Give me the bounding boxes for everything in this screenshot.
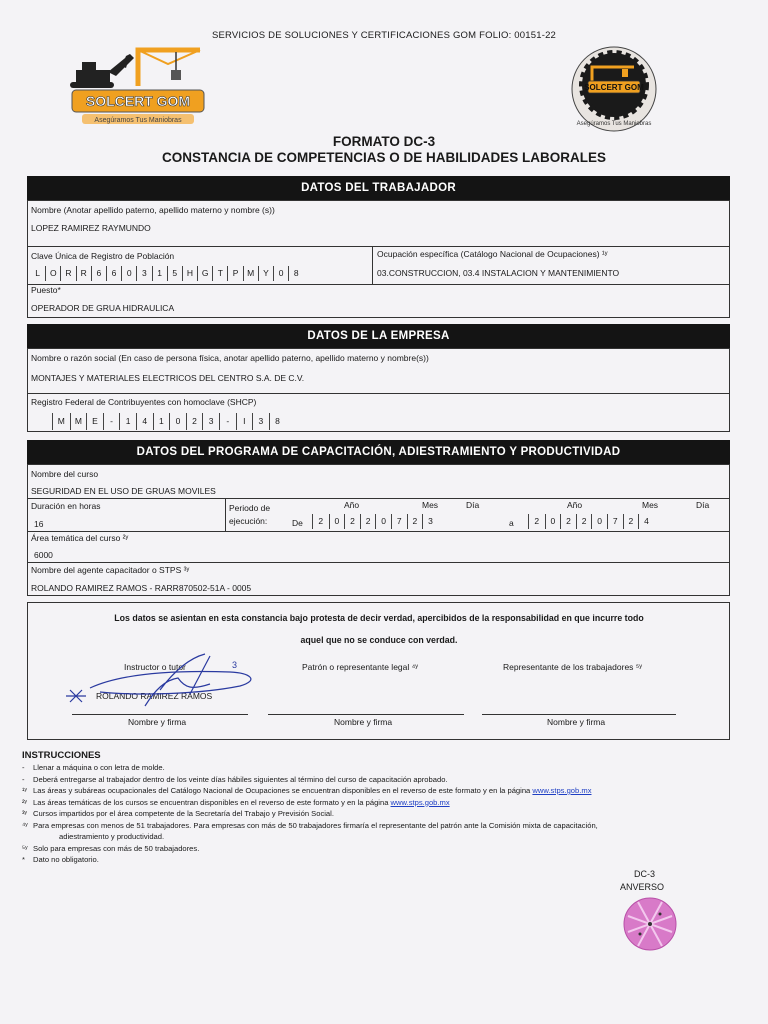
rfc-cell: I — [236, 413, 253, 430]
legal-statement-line1: Los datos se asientan en esta constancia bajo protesta de decir verdad, apercibidos de la responsabilidad en que incurre todo — [114, 613, 644, 623]
employer-label: Patrón o representante legal ⁴ʸ — [302, 662, 419, 672]
end-day-label: Día — [696, 500, 710, 510]
to-label: a — [509, 518, 514, 528]
curp-cell: 6 — [91, 266, 106, 281]
instruction-text: Llenar a máquina o con letra de molde. — [33, 763, 165, 772]
instruction-text: Para empresas con menos de 51 trabajadores. Para empresas con más de 50 trabajadores firmaría el representante del patrón ante la Comisión mixta de capacitación, — [33, 820, 598, 830]
rfc-cell: M — [70, 413, 87, 430]
position-label: Puesto* — [31, 285, 61, 295]
end-date-cell: 2 — [534, 516, 540, 526]
end-date-cell: 0 — [545, 514, 561, 529]
instruction-text: Cursos impartidos por el área competente de la Secretaría del Trabajo y Previsión Social. — [33, 809, 334, 818]
end-year-label: Año — [567, 500, 583, 510]
curp-cell: O — [45, 266, 60, 281]
start-date-cell: 0 — [329, 514, 345, 529]
form-side: ANVERSO — [620, 882, 665, 892]
curp-cell: 8 — [288, 266, 303, 281]
curp-cell: 6 — [106, 266, 121, 281]
occupation-value[interactable]: 03.CONSTRUCCION, 03.4 INSTALACION Y MANTENIMIENTO — [377, 268, 620, 278]
worker-name-value[interactable]: LOPEZ RAMIREZ RAYMUNDO — [31, 223, 151, 233]
instruction-text: Solo para empresas con más de 50 trabajadores. — [33, 843, 200, 853]
workers-rep-label: Representante de los trabajadores ⁵ʸ — [503, 662, 643, 672]
curp-cell: R — [76, 266, 91, 281]
rfc-cell: 1 — [153, 413, 170, 430]
folio-header: SERVICIOS DE SOLUCIONES Y CERTIFICACIONES GOM FOLIO: 00151-22 — [211, 30, 557, 41]
curp-cell: R — [60, 266, 75, 281]
curp-cell: 0 — [121, 266, 136, 281]
form-title: CONSTANCIA DE COMPETENCIAS O DE HABILIDADES LABORALES — [161, 150, 607, 165]
end-date-cell: 2 — [576, 514, 592, 529]
instructor-name: ROLANDO RAMIREZ RAMOS — [96, 691, 213, 701]
worker-section — [27, 200, 730, 318]
instruction-item — [22, 832, 164, 841]
legal-statement-line2: aquel que no se conduce con verdad. — [300, 635, 458, 645]
from-label: De — [292, 518, 303, 528]
curp-cell: 0 — [273, 266, 288, 281]
start-date-cell: 2 — [360, 514, 376, 529]
curp-cell: 5 — [167, 266, 182, 281]
period-label-1: Periodo de — [229, 503, 271, 513]
start-date-cell: 0 — [375, 514, 391, 529]
instruction-mark: ³ʸ — [22, 809, 27, 818]
start-day-label: Día — [466, 500, 480, 510]
instruction-item — [22, 809, 334, 818]
excavator-icon — [70, 54, 134, 88]
instruction-text: Deberá entregarse al trabajador dentro de los veinte días hábiles siguientes al término del curso de capacitación aprobado. — [33, 774, 448, 784]
curp-cell: H — [182, 266, 197, 281]
curp-cell: Y — [258, 266, 273, 281]
solcert-seal — [570, 45, 658, 133]
program-section — [27, 464, 730, 596]
period-label-2: ejecución: — [229, 516, 268, 526]
start-date-cells[interactable] — [312, 514, 438, 529]
workers-rep-sign-caption: Nombre y firma — [547, 717, 606, 727]
curp-cell: 1 — [152, 266, 167, 281]
rfc-cell: E — [86, 413, 103, 430]
rfc-cell: 4 — [136, 413, 153, 430]
instructor-signature — [60, 650, 270, 720]
rfc-cell: 0 — [169, 413, 186, 430]
instruction-item — [22, 844, 199, 853]
rfc-label: Registro Federal de Contribuyentes con homoclave (SHCP) — [31, 397, 257, 407]
end-date-cells[interactable] — [528, 514, 654, 529]
instruction-mark: - — [22, 763, 25, 772]
rfc-cell: 1 — [119, 413, 136, 430]
rfc-cell: 2 — [186, 413, 203, 430]
start-month-label: Mes — [422, 500, 439, 510]
end-date-cell: 4 — [638, 514, 654, 529]
curp-cell: T — [212, 266, 227, 281]
stps-link[interactable]: www.stps.gob.mx — [532, 786, 592, 795]
start-date-cell: 2 — [318, 516, 324, 526]
instruction-item — [22, 855, 99, 864]
curp-cell: P — [227, 266, 242, 281]
start-year-label: Año — [344, 500, 360, 510]
company-section — [27, 348, 730, 432]
rfc-cell: - — [103, 413, 120, 430]
seal-text: SOLCERT GOM — [584, 83, 644, 92]
instruction-text: adiestramiento y productividad. — [59, 832, 165, 841]
end-date-cell: 7 — [607, 514, 623, 529]
hours-value[interactable]: 16 — [34, 519, 44, 529]
start-date-cell: 3 — [422, 514, 438, 529]
rfc-cell: M — [57, 416, 65, 426]
stps-link[interactable]: www.stps.gob.mx — [390, 797, 450, 807]
instruction-text: Dato no obligatorio. — [33, 855, 99, 864]
instruction-mark: - — [22, 774, 25, 784]
occupation-label: Ocupación específica (Catálogo Nacional de Ocupaciones) ¹ʸ — [377, 249, 608, 259]
instructions-title: INSTRUCCIONES — [22, 750, 101, 761]
curp-label: Clave Única de Registro de Población — [31, 251, 175, 261]
form-code: DC-3 — [634, 869, 656, 879]
end-date-cell: 2 — [560, 514, 576, 529]
instruction-text: Las áreas temáticas de los cursos se encuentran disponibles en el reverso de este formato y en la página — [33, 797, 391, 807]
instruction-mark: * — [22, 855, 25, 864]
employer-sign-caption: Nombre y firma — [334, 717, 393, 727]
instruction-item — [22, 798, 450, 807]
agent-label: Nombre del agente capacitador o STPS ³ʸ — [31, 565, 190, 575]
instruction-mark: ⁴ʸ — [22, 820, 28, 830]
company-name-label: Nombre o razón social (En caso de persona física, anotar apellido paterno, apellido materno y nombre(s)) — [31, 353, 429, 363]
start-date-cell: 7 — [391, 514, 407, 529]
instruction-item — [22, 763, 165, 772]
curp-cell: G — [197, 266, 212, 281]
start-date-cell: 2 — [407, 514, 423, 529]
crane-icon — [138, 50, 200, 86]
worker-name-label: Nombre (Anotar apellido paterno, apellido materno y nombre (s)) — [31, 205, 275, 215]
instructor-label: Instructor o tutor — [124, 662, 186, 672]
worker-section-header: DATOS DEL TRABAJADOR — [27, 176, 730, 200]
instruction-item — [22, 786, 592, 795]
rfc-cells[interactable] — [52, 413, 285, 430]
company-section-header: DATOS DE LA EMPRESA — [27, 324, 730, 348]
solcert-logo — [68, 44, 210, 128]
instruction-mark: ¹ʸ — [22, 786, 27, 795]
course-value[interactable]: SEGURIDAD EN EL USO DE GRUAS MOVILES — [31, 486, 216, 496]
curp-cells[interactable] — [30, 266, 303, 281]
end-date-cell: 0 — [591, 514, 607, 529]
form-code-title: FORMATO DC-3 — [332, 134, 436, 149]
instruction-mark: ²ʸ — [22, 797, 27, 807]
hours-label: Duración en horas — [31, 501, 101, 511]
area-value[interactable]: 6000 — [34, 550, 53, 560]
logo-text: SOLCERT GOM — [85, 93, 191, 109]
rfc-cell: 3 — [252, 413, 269, 430]
rfc-cell: 3 — [202, 413, 219, 430]
curp-cell: M — [243, 266, 258, 281]
instruction-item — [22, 821, 598, 830]
company-name-value[interactable]: MONTAJES Y MATERIALES ELECTRICOS DEL CENTRO S.A. DE C.V. — [31, 373, 305, 383]
svg-text:3: 3 — [232, 660, 238, 670]
stamp-icon — [622, 896, 678, 952]
position-value[interactable]: OPERADOR DE GRUA HIDRAULICA — [31, 303, 175, 313]
instruction-mark: ⁵ʸ — [22, 843, 28, 853]
end-date-cell: 2 — [623, 514, 639, 529]
end-month-label: Mes — [642, 500, 659, 510]
start-date-cell: 2 — [344, 514, 360, 529]
rfc-cell: - — [219, 413, 236, 430]
instructor-sign-caption: Nombre y firma — [128, 717, 187, 727]
course-label: Nombre del curso — [31, 469, 99, 479]
seal-slogan: Asegúramos Tus Maniobras — [576, 121, 652, 127]
curp-cell: 3 — [136, 266, 151, 281]
logo-slogan: Asegúramos Tus Maniobras — [94, 117, 182, 124]
program-section-header: DATOS DEL PROGRAMA DE CAPACITACIÓN, ADIESTRAMIENTO Y PRODUCTIVIDAD — [27, 440, 730, 464]
curp-cell: L — [35, 268, 40, 278]
instruction-text: Las áreas y subáreas ocupacionales del Catálogo Nacional de Ocupaciones se encuentran disponibles en el reverso de este formato y en la página — [33, 786, 533, 795]
instruction-item — [22, 775, 448, 784]
agent-value[interactable]: ROLANDO RAMIREZ RAMOS - RARR870502-51A - 0005 — [31, 583, 252, 593]
rfc-cell: 8 — [269, 413, 286, 430]
area-label: Área temática del curso ²ʸ — [31, 533, 129, 543]
